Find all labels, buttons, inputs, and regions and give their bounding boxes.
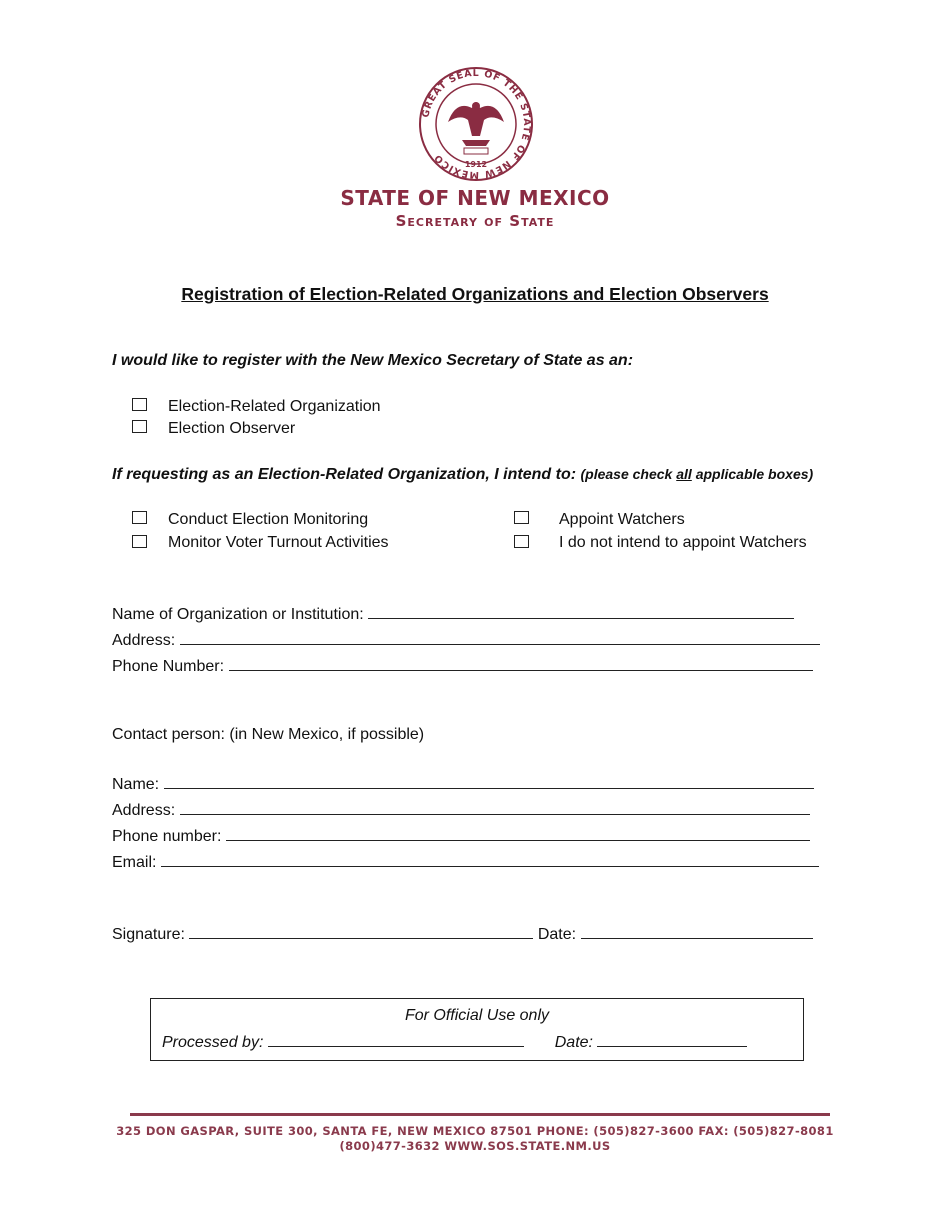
option-label: I do not intend to appoint Watchers <box>559 534 807 551</box>
footer-divider <box>130 1113 830 1116</box>
footer-contact: (800)477-3632 WWW.SOS.STATE.NM.US <box>339 1139 611 1153</box>
checkbox-conduct-election-monitoring[interactable] <box>132 511 147 524</box>
option-label: Monitor Voter Turnout Activities <box>168 534 389 551</box>
field-label: Name of Organization or Institution: <box>112 606 364 623</box>
checkbox-election-related-organization[interactable] <box>132 398 147 411</box>
field-label: Processed by: <box>162 1034 264 1051</box>
field-label: Name: <box>112 776 160 793</box>
form-title: Registration of Election-Related Organizations and Election Observers <box>181 284 769 304</box>
org-address-input[interactable] <box>180 628 820 645</box>
option-label: Election-Related Organization <box>168 398 381 415</box>
contact-phone-row <box>112 824 810 846</box>
processed-row <box>162 1030 747 1052</box>
contact-phone-input[interactable] <box>226 824 810 841</box>
footer-address: 325 DON GASPAR, SUITE 300, SANTA FE, NEW MEXICO 87501 PHONE: (505)827-3600 FAX: (505)827-8081 <box>116 1124 834 1138</box>
field-label: Email: <box>112 854 157 871</box>
checkbox-appoint-watchers[interactable] <box>514 511 529 524</box>
checkbox-election-observer[interactable] <box>132 420 147 433</box>
processed-date-input[interactable] <box>597 1030 747 1047</box>
contact-heading: Contact person: (in New Mexico, if possible) <box>112 726 425 743</box>
field-label: Signature: <box>112 926 185 943</box>
org-name-row <box>112 602 794 624</box>
field-label: Date: <box>537 926 577 943</box>
signature-row <box>112 922 813 944</box>
field-label: Date: <box>554 1034 593 1051</box>
contact-address-row <box>112 798 810 820</box>
field-label: Phone number: <box>112 828 222 845</box>
org-name-input[interactable] <box>368 602 794 619</box>
contact-email-row <box>112 850 819 872</box>
register-question: I would like to register with the New Mexico Secretary of State as an: <box>112 352 634 369</box>
option-label: Conduct Election Monitoring <box>168 511 369 528</box>
processed-by-input[interactable] <box>268 1030 524 1047</box>
signature-input[interactable] <box>189 922 533 939</box>
field-label: Address: <box>112 632 176 649</box>
seal-year: 1912 <box>464 160 488 169</box>
org-phone-row <box>112 654 813 676</box>
field-label: Address: <box>112 802 176 819</box>
signature-date-input[interactable] <box>581 922 813 939</box>
checkbox-no-watchers[interactable] <box>514 535 529 548</box>
state-title: STATE OF NEW MEXICO <box>340 186 610 210</box>
option-label: Appoint Watchers <box>559 511 685 528</box>
official-use-title: For Official Use only <box>404 1007 550 1024</box>
intent-question-text: If requesting as an Election-Related Organization, I intend to: <box>112 466 577 483</box>
contact-name-input[interactable] <box>164 772 814 789</box>
official-use-box <box>150 998 804 1061</box>
org-phone-input[interactable] <box>229 654 813 671</box>
field-label: Phone Number: <box>112 658 225 675</box>
org-address-row <box>112 628 820 650</box>
contact-address-input[interactable] <box>180 798 810 815</box>
contact-email-input[interactable] <box>161 850 819 867</box>
checkbox-monitor-voter-turnout[interactable] <box>132 535 147 548</box>
contact-name-row <box>112 772 814 794</box>
intent-hint: (please check all applicable boxes) <box>580 466 814 482</box>
office-title: Secretary of State <box>395 212 555 230</box>
seal-text: GREAT SEAL OF THE STATE OF NEW MEXICO <box>420 67 533 181</box>
option-label: Election Observer <box>168 420 296 437</box>
state-seal-icon <box>418 66 534 182</box>
intent-question <box>112 466 813 484</box>
